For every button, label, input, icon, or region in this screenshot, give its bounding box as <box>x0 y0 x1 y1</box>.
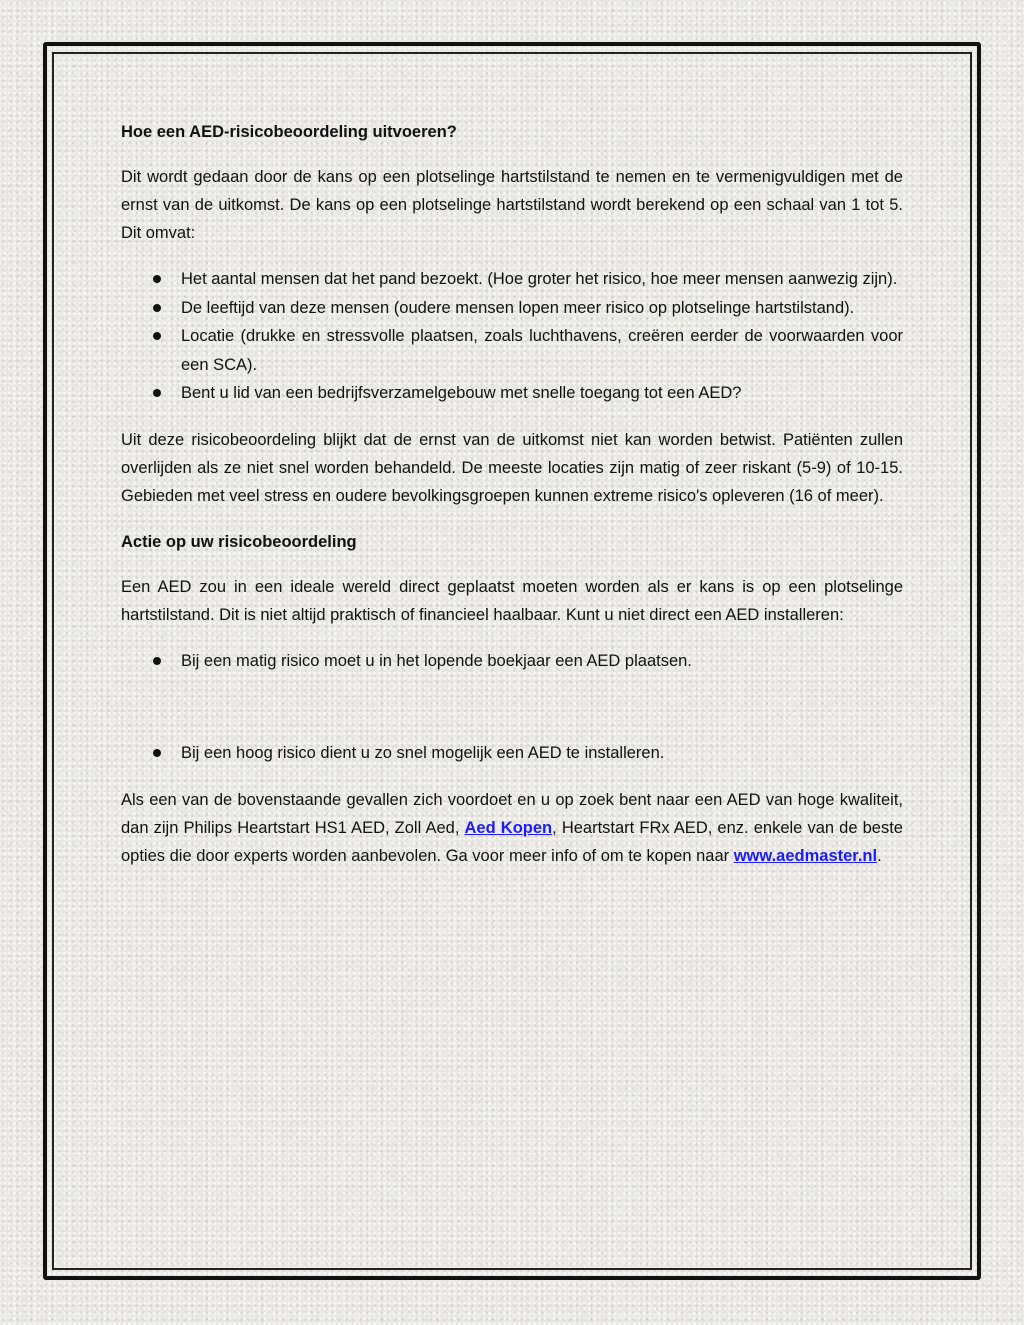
risk-factors-list <box>121 265 903 408</box>
closing-text-3: . <box>877 846 882 865</box>
heading-action: Actie op uw risicobeoordeling <box>121 532 357 551</box>
aed-kopen-link[interactable]: Aed Kopen <box>464 818 553 837</box>
paragraph-intro: Dit wordt gedaan door de kans op een plotselinge hartstilstand te nemen en te vermenigvuldigen met de ernst van de uitkomst. De kans op een plotselinge hartstilstand wordt berekend op een schaal van 1 tot 5. Dit omvat: <box>121 168 903 242</box>
list-item: Het aantal mensen dat het pand bezoekt. (Hoe groter het risico, hoe meer mensen aanwezig zijn). <box>121 265 903 294</box>
list-item: Bij een hoog risico dient u zo snel mogelijk een AED te installeren. <box>121 739 903 768</box>
list-item: Locatie (drukke en stressvolle plaatsen, zoals luchthavens, creëren eerder de voorwaarden voor een SCA). <box>121 322 903 379</box>
list-item: De leeftijd van deze mensen (oudere mensen lopen meer risico op plotselinge hartstilstand). <box>121 294 903 323</box>
action-list <box>121 647 903 768</box>
heading-risk-assessment: Hoe een AED-risicobeoordeling uitvoeren? <box>121 123 457 141</box>
paragraph-outcome: Uit deze risicobeoordeling blijkt dat de ernst van de uitkomst niet kan worden betwist. Patiënten zullen overlijden als ze niet snel worden behandeld. De meeste locaties zijn matig of zeer riskant (5-9) of 10-15. Gebieden met veel stress en oudere bevolkingsgroepen kunnen extreme risico's opleveren (16 of meer). <box>121 430 903 505</box>
paragraph-action: Een AED zou in een ideale wereld direct geplaatst moeten worden als er kans is op een plotselinge hartstilstand. Dit is niet altijd praktisch of financieel haalbaar. Kunt u niet direct een AED installeren: <box>121 577 903 624</box>
paragraph-closing <box>121 786 903 870</box>
closing-text-1: Als een van de bovenstaande gevallen zich voordoet en u op zoek bent naar een AED van hoge kwaliteit, dan zijn Philips Heartstart HS1 AED, Zoll Aed, <box>121 790 903 837</box>
aedmaster-link[interactable]: www.aedmaster.nl <box>733 846 878 865</box>
closing-text-2: , Heartstart FRx AED, enz. enkele van de beste opties die door experts worden aanbevolen. Ga voor meer info of om te kopen naar <box>121 818 903 865</box>
list-item: Bij een matig risico moet u in het lopende boekjaar een AED plaatsen. <box>121 647 903 676</box>
document-body <box>121 118 903 888</box>
list-item: Bent u lid van een bedrijfsverzamelgebouw met snelle toegang tot een AED? <box>121 379 903 408</box>
